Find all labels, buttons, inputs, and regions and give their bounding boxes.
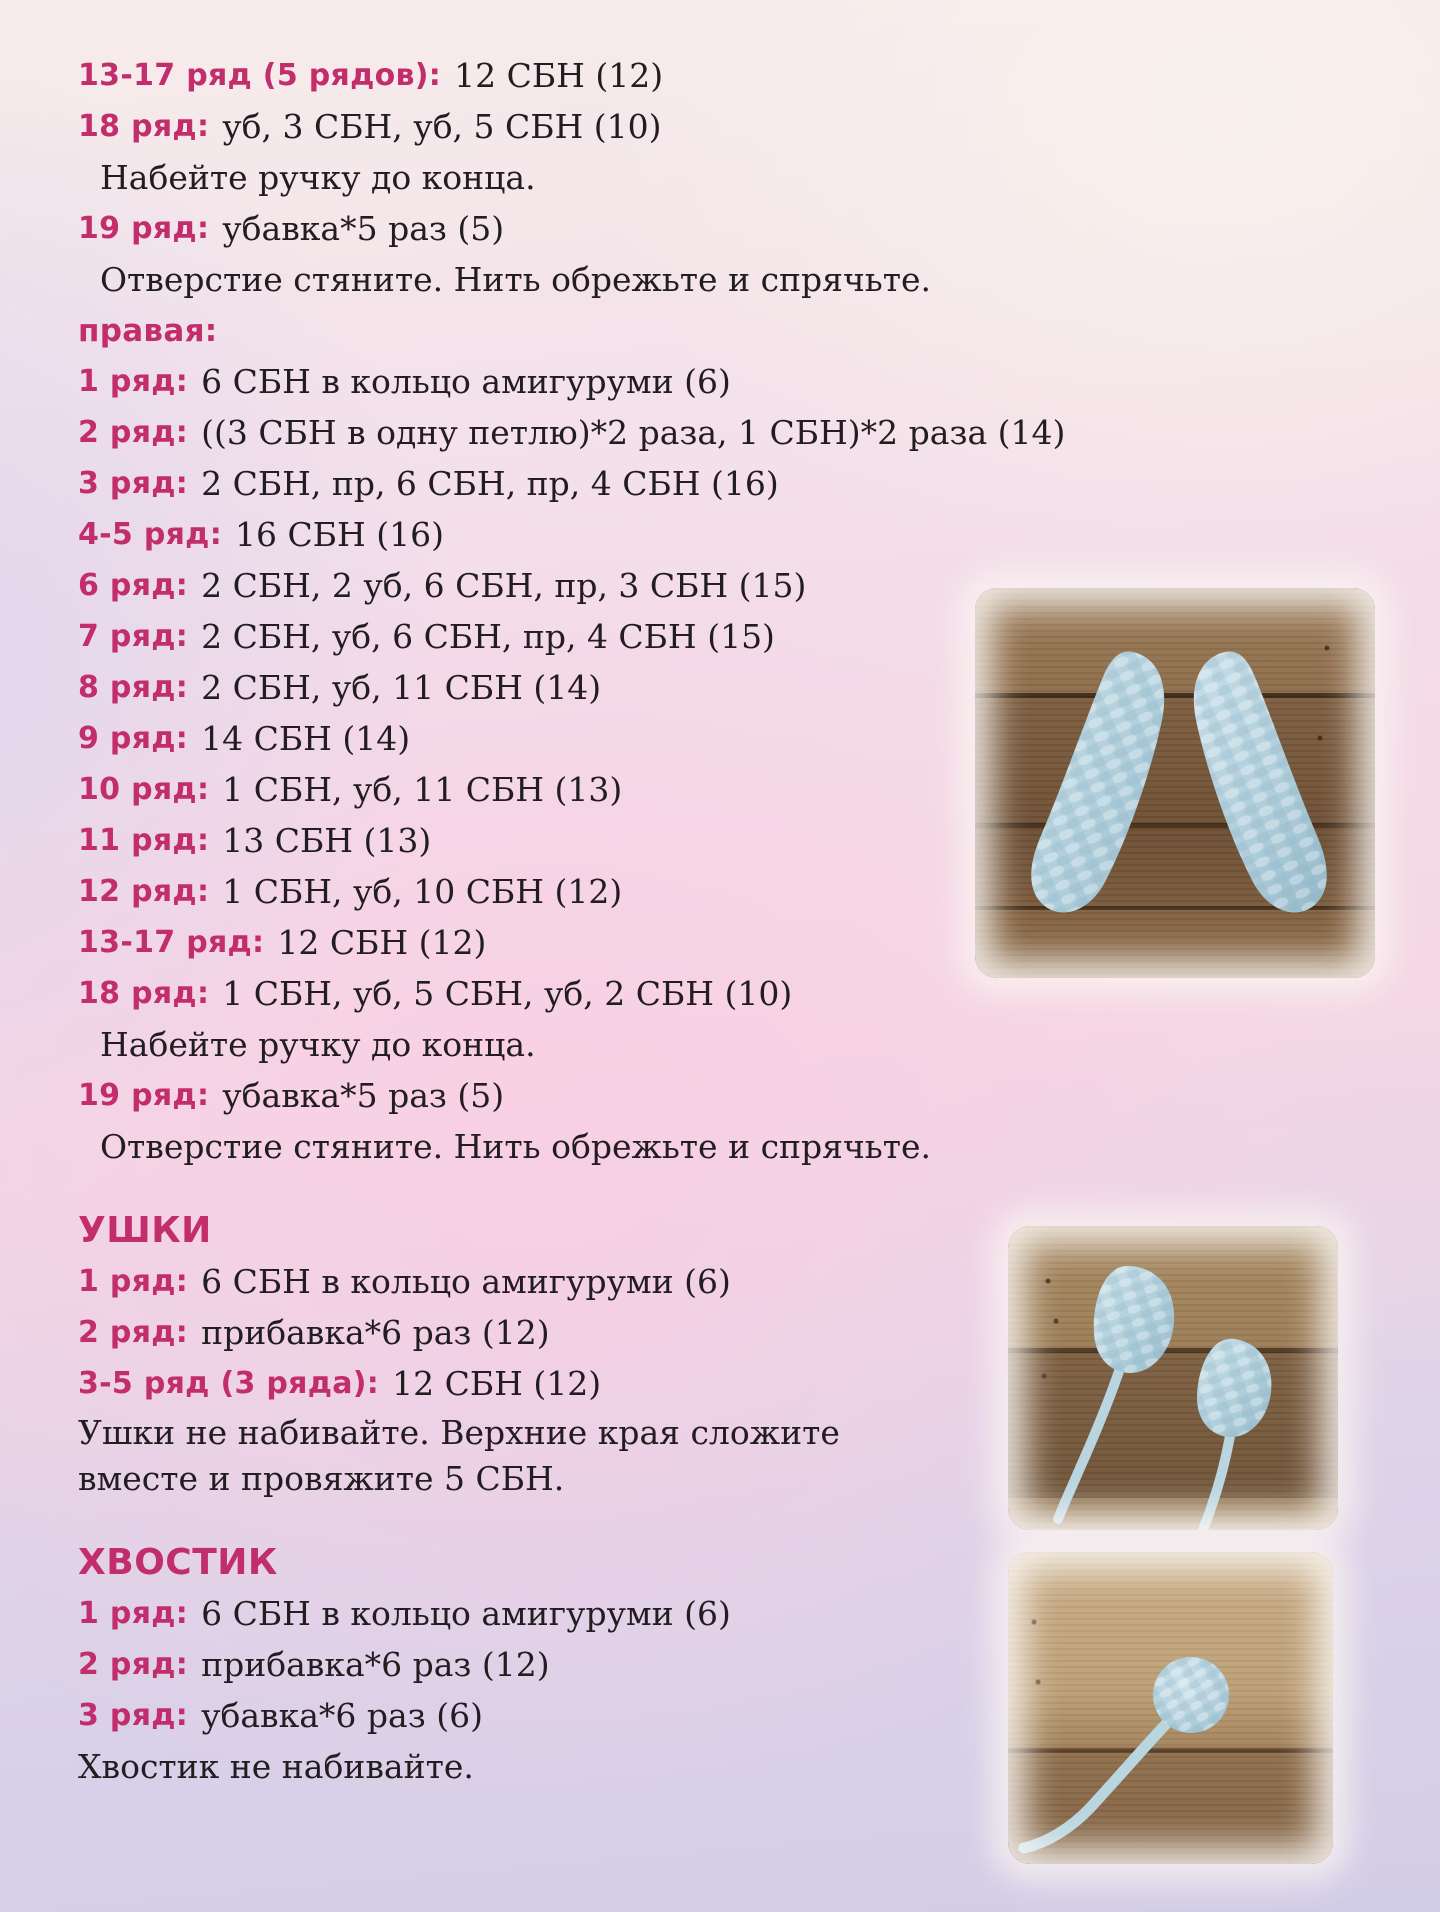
crochet-arm-left <box>1031 652 1164 913</box>
pattern-row <box>78 560 978 611</box>
row-number-label: 9 ряд: <box>78 721 189 756</box>
row-instruction: 13 СБН (13) <box>222 821 432 860</box>
row-instruction: прибавка*6 раз (12) <box>201 1645 550 1684</box>
pattern-row <box>78 509 978 560</box>
pattern-row <box>78 815 978 866</box>
pattern-row <box>78 203 978 254</box>
pattern-note <box>78 1409 978 1455</box>
row-instruction: 16 СБН (16) <box>235 515 445 554</box>
note-text: вместе и провяжите 5 СБН. <box>78 1458 565 1498</box>
pattern-row <box>78 662 978 713</box>
row-number-label: 7 ряд: <box>78 619 189 654</box>
note-text: Хвостик не набивайте. <box>78 1747 474 1786</box>
photo-crochet-ears <box>1008 1226 1338 1530</box>
row-instruction: ((3 СБН в одну петлю)*2 раза, 1 СБН)*2 раза (14) <box>201 413 1066 452</box>
note-text: Ушки не набивайте. Верхние края сложите <box>78 1412 840 1452</box>
pattern-note <box>78 1455 978 1501</box>
row-instruction: 14 СБН (14) <box>201 719 411 758</box>
crochet-arm-right <box>1194 652 1327 913</box>
pattern-note <box>78 1121 978 1172</box>
row-instruction: 12 СБН (12) <box>392 1364 602 1403</box>
note-text: Отверстие стяните. Нить обрежьте и спрячьте. <box>100 1127 932 1166</box>
row-number-label: 6 ряд: <box>78 568 189 603</box>
note-text: Отверстие стяните. Нить обрежьте и спрячьте. <box>100 260 932 299</box>
pattern-row <box>78 1307 978 1358</box>
row-number-label: 3-5 ряд (3 ряда): <box>78 1366 380 1401</box>
pattern-row <box>78 917 978 968</box>
pattern-row <box>78 713 978 764</box>
row-number-label: 13-17 ряд: <box>78 925 265 960</box>
crochet-ear-right <box>1197 1339 1271 1530</box>
pattern-note <box>78 152 978 203</box>
photo-crochet-arms <box>975 588 1375 978</box>
row-instruction: 2 СБН, пр, 6 СБН, пр, 4 СБН (16) <box>201 464 779 503</box>
photo-crochet-tail <box>1008 1552 1333 1864</box>
row-number-label: 3 ряд: <box>78 1698 189 1733</box>
row-number-label: 3 ряд: <box>78 466 189 501</box>
pattern-row <box>78 1588 978 1639</box>
row-instruction: 1 СБН, уб, 10 СБН (12) <box>222 872 623 911</box>
row-number-label: 1 ряд: <box>78 1264 189 1299</box>
row-number-label: 2 ряд: <box>78 415 189 450</box>
row-instruction: 2 СБН, 2 уб, 6 СБН, пр, 3 СБН (15) <box>201 566 807 605</box>
row-instruction: 6 СБН в кольцо амигуруми (6) <box>201 362 731 401</box>
row-instruction: 6 СБН в кольцо амигуруми (6) <box>201 1262 731 1301</box>
row-number-label: 18 ряд: <box>78 109 210 144</box>
row-instruction: 2 СБН, уб, 6 СБН, пр, 4 СБН (15) <box>201 617 775 656</box>
pattern-note <box>78 1019 978 1070</box>
note-text: Набейте ручку до конца. <box>100 1025 536 1064</box>
section-header-tail: ХВОСТИК <box>78 1542 278 1583</box>
row-number-label: 2 ряд: <box>78 1647 189 1682</box>
pattern-row <box>78 1639 978 1690</box>
pattern-row <box>78 866 978 917</box>
row-number-label: 19 ряд: <box>78 1078 210 1113</box>
row-number-label: 2 ряд: <box>78 1315 189 1350</box>
row-number-label: 4-5 ряд: <box>78 517 223 552</box>
pattern-row <box>78 356 978 407</box>
row-instruction: 12 СБН (12) <box>454 56 664 95</box>
subsection-header-right-arm <box>78 305 978 356</box>
row-instruction: 2 СБН, уб, 11 СБН (14) <box>201 668 602 707</box>
pattern-note <box>78 1741 978 1792</box>
pattern-note <box>78 254 978 305</box>
pattern-row <box>78 1070 978 1121</box>
row-number-label: 8 ряд: <box>78 670 189 705</box>
pattern-row <box>78 50 978 101</box>
section-header-ears: УШКИ <box>78 1210 212 1251</box>
row-number-label: 11 ряд: <box>78 823 210 858</box>
pattern-row <box>78 101 978 152</box>
subheader-label: правая: <box>78 312 218 349</box>
row-instruction: прибавка*6 раз (12) <box>201 1313 550 1352</box>
row-instruction: убавка*5 раз (5) <box>222 1076 505 1115</box>
row-instruction: убавка*5 раз (5) <box>222 209 505 248</box>
row-number-label: 18 ряд: <box>78 976 210 1011</box>
pattern-row <box>78 1358 978 1409</box>
pattern-row <box>78 764 978 815</box>
pattern-row <box>78 1256 978 1307</box>
row-instruction: убавка*6 раз (6) <box>201 1696 483 1735</box>
row-instruction: 1 СБН, уб, 11 СБН (13) <box>222 770 623 809</box>
row-number-label: 13-17 ряд (5 рядов): <box>78 58 442 93</box>
row-number-label: 19 ряд: <box>78 211 210 246</box>
note-text: Набейте ручку до конца. <box>100 158 536 197</box>
pattern-row <box>78 458 978 509</box>
pattern-row <box>78 968 978 1019</box>
row-instruction: 12 СБН (12) <box>277 923 487 962</box>
row-instruction: 1 СБН, уб, 5 СБН, уб, 2 СБН (10) <box>222 974 793 1013</box>
row-instruction: уб, 3 СБН, уб, 5 СБН (10) <box>222 107 662 146</box>
row-instruction: 6 СБН в кольцо амигуруми (6) <box>201 1594 731 1633</box>
row-number-label: 1 ряд: <box>78 1596 189 1631</box>
crochet-tail-ball <box>1024 1657 1229 1848</box>
crochet-ear-left <box>1058 1266 1174 1519</box>
pattern-row <box>78 407 1066 458</box>
row-number-label: 10 ряд: <box>78 772 210 807</box>
pattern-text-column <box>78 50 1066 1792</box>
pattern-row <box>78 611 978 662</box>
row-number-label: 12 ряд: <box>78 874 210 909</box>
row-number-label: 1 ряд: <box>78 364 189 399</box>
pattern-row <box>78 1690 978 1741</box>
